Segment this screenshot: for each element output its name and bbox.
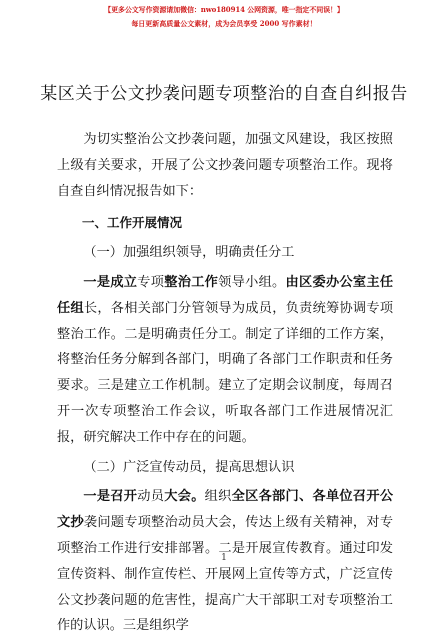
text-phrase: 领导小组。 xyxy=(218,274,286,290)
bold-phrase: 全区各部门、各单位召开公文抄 xyxy=(57,489,394,531)
bold-phrase: 一是召开 xyxy=(83,489,138,505)
subsection-heading-1: （一）加强组织领导，明确责任分工 xyxy=(83,245,295,261)
subsection-1-paragraph xyxy=(57,270,393,451)
subsection-heading-2: （二）广泛宣传动员，提高思想认识 xyxy=(83,459,295,475)
section-heading-1: 一、工作开展情况 xyxy=(82,215,183,231)
promo-banner-line-2: 每日更新高质量公文素材，成为会员享受 2000 写作素材！ xyxy=(131,19,317,28)
text-phrase: 袭问题专项整治动员大会，传达上级有关精神，对专项整治工作进行安排部署。二是开展宣传教育。通过印发宣传资料、制作宣传栏、开展网上宣传等方式，广泛宣传公文抄袭问题的危害性，提高广大干部职工对专项整治工作的认识。三是组织学 xyxy=(57,515,394,634)
text-phrase: 长，各相关部门分管领导为成员，负责统筹协调专项整治工作。二是明确责任分工。制定了详细的工作方案，将整治任务分解到各部门，明确了各部门工作职责和任务要求。三是建立工作机制。建立了定期会议制度，每周召开一次专项整治工作会议，听取各部门工作进展情况汇报，研究解决工作中存在的问题。 xyxy=(57,300,394,445)
promo-banner-line-1: 【更多公文写作资源请加微信：nwo180914 公网资源，唯一指定不同误！】 xyxy=(104,5,344,14)
text-phrase: 专项 xyxy=(137,274,165,290)
intro-paragraph: 为切实整治公文抄袭问题，加强文风建设，我区按照上级有关要求，开展了公文抄袭问题专项整治工作。现将自查自纠情况报告如下： xyxy=(57,132,393,199)
bold-phrase: 整治工作 xyxy=(164,274,219,290)
promo-banner xyxy=(0,4,448,29)
bold-phrase: 大会。 xyxy=(164,489,205,505)
text-phrase: 动员 xyxy=(137,489,165,505)
bold-phrase: 由区委办公室主任任组 xyxy=(57,274,394,316)
bold-phrase: 一是成立 xyxy=(83,274,138,290)
text-phrase: 组织 xyxy=(204,489,232,505)
page-number: 1 xyxy=(221,553,227,563)
document-title: 某区关于公文抄袭问题专项整治的自查自纠报告 xyxy=(40,84,408,104)
